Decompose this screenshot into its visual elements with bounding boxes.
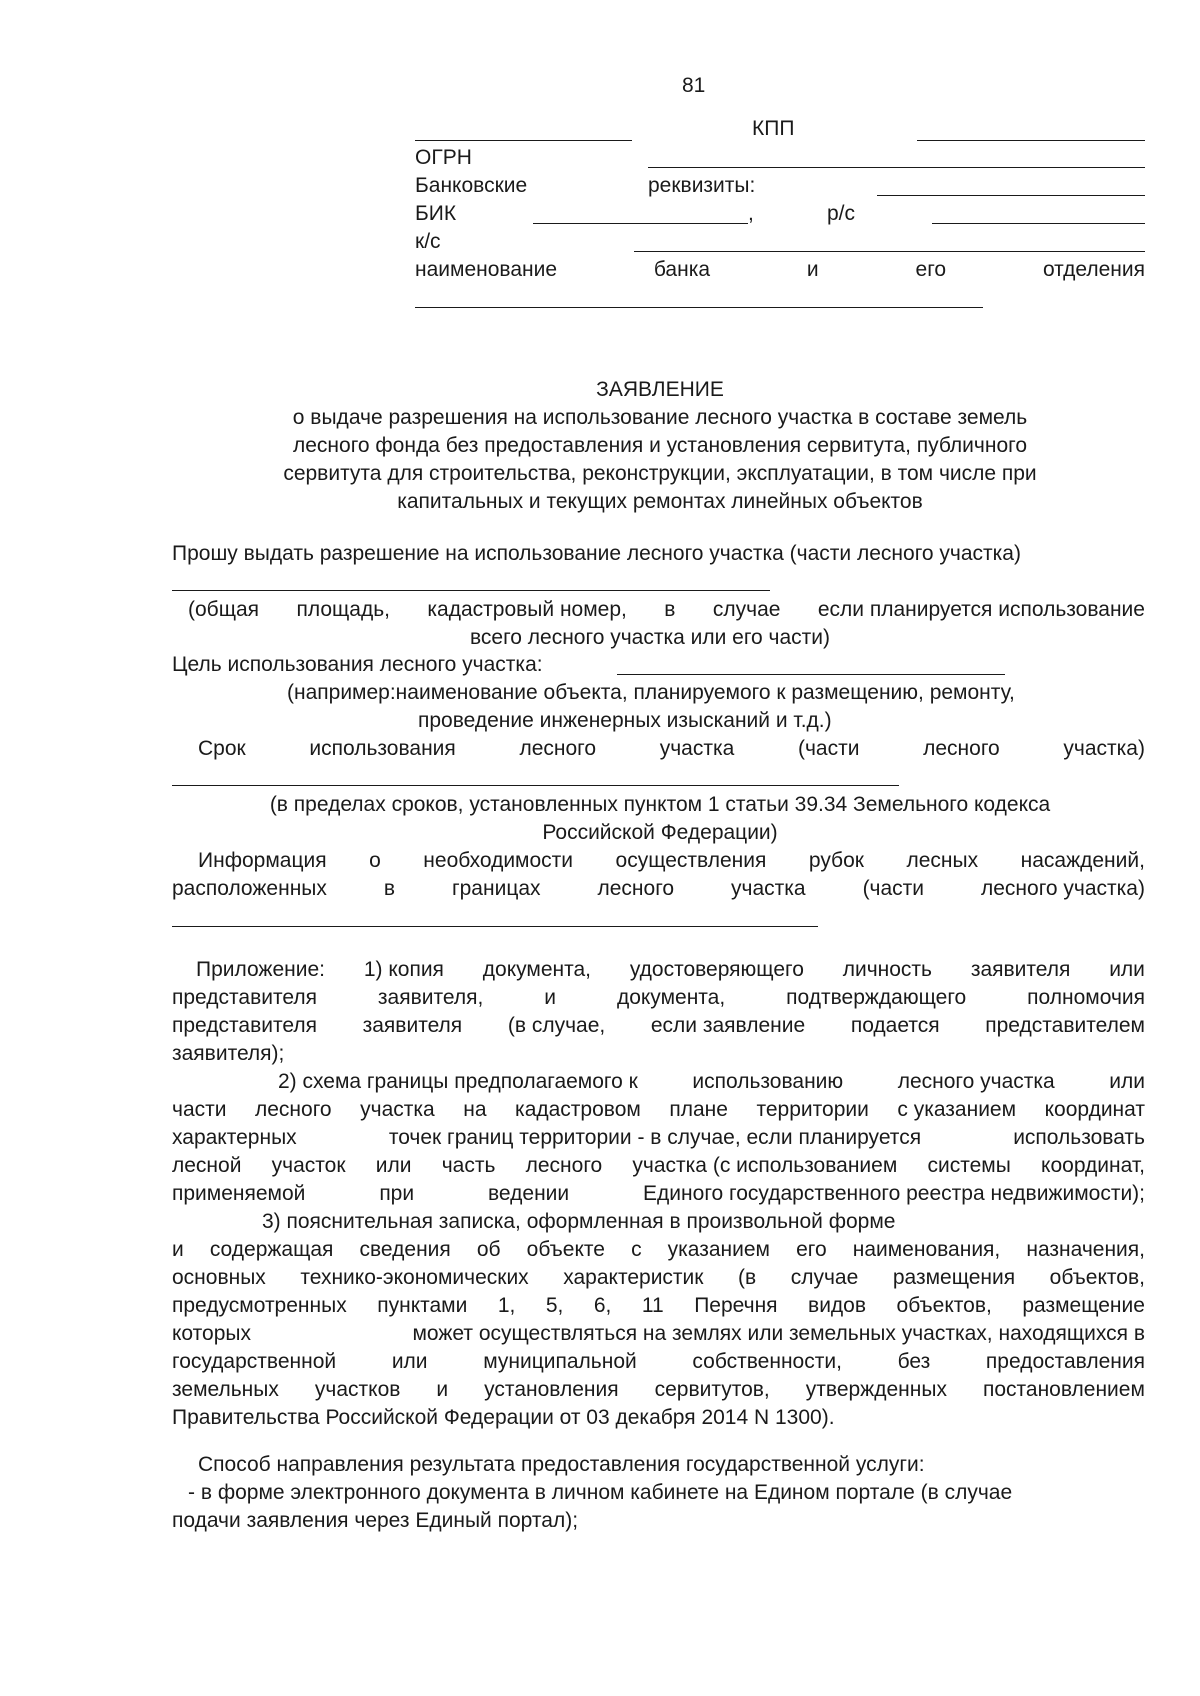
appendix-word: личность: [842, 958, 932, 981]
appendix-word: государственной: [172, 1350, 337, 1373]
info-word: о: [369, 849, 381, 872]
term-word: (части: [797, 737, 860, 760]
appendix-word: и: [544, 986, 556, 1009]
appendix-word: заявителя: [970, 958, 1071, 981]
bik-field-line: [533, 223, 748, 224]
appendix-word: и: [436, 1378, 449, 1401]
ogrn-field-line: [648, 167, 1145, 168]
appendix-line: [172, 1096, 1145, 1124]
appendix-word: размещение: [1022, 1294, 1145, 1317]
appendix-word: или: [1109, 958, 1145, 981]
info-word: лесного участка): [980, 877, 1145, 900]
info-word: границах: [451, 877, 541, 900]
appendix-word: полномочия: [1027, 986, 1145, 1009]
appendix-word: лесной: [172, 1154, 242, 1177]
appendix-line: [196, 956, 1145, 984]
appendix-word: может осуществляться на землях или земельных участках, находящихся в: [412, 1322, 1145, 1345]
title-subtitle-line: лесного фонда без предоставления и установления сервитута, публичного: [292, 434, 1028, 457]
bank-name-word: отделения: [1042, 258, 1145, 281]
appendix-word: лесного: [525, 1154, 603, 1177]
appendix-word: удостоверяющего: [629, 958, 804, 981]
term-hint-line-2: Российской Федерации): [542, 821, 778, 844]
result-method-option: - в форме электронного документа в личном кабинете на Едином портале (в случае: [188, 1481, 1013, 1504]
appendix-word: без: [897, 1350, 931, 1373]
appendix-word: (в случае,: [507, 1014, 606, 1037]
appendix-word: подтверждающего: [786, 986, 967, 1009]
appendix-word: 1) копия: [363, 958, 444, 981]
appendix-word: объектов,: [1049, 1266, 1145, 1289]
appendix-line: [172, 1236, 1145, 1264]
appendix-line: [172, 1124, 1145, 1152]
appendix-word: документа,: [482, 958, 591, 981]
appendix-word: представителя: [172, 986, 317, 1009]
hint-word: в: [664, 598, 676, 621]
purpose-hint: (например:наименование объекта, планируемого к размещению, ремонту,: [287, 681, 1015, 704]
term-word: участка): [1063, 737, 1145, 760]
appendix-word: размещения: [892, 1266, 1016, 1289]
appendix-line: [172, 1376, 1145, 1404]
appendix-word: представителя: [172, 1014, 317, 1037]
term-field-line: [172, 785, 899, 786]
appendix-word: предусмотренных: [172, 1294, 347, 1317]
appendix-line: [172, 1264, 1145, 1292]
appendix-word: земельных: [172, 1378, 279, 1401]
appendix-word: лесного участка: [897, 1070, 1055, 1093]
appendix-word: 11: [641, 1294, 664, 1317]
result-method-heading: Способ направления результата предоставления государственной услуги:: [198, 1453, 925, 1476]
appendix-word: части: [172, 1098, 227, 1121]
appendix-word: или: [1109, 1070, 1145, 1093]
info-word: осуществления: [615, 849, 767, 872]
term-word: лесного: [923, 737, 1000, 760]
appendix-word: установления: [484, 1378, 619, 1401]
bank-name-word: его: [915, 258, 947, 281]
appendix-word: технико-экономических: [300, 1266, 529, 1289]
page-number: 81: [682, 74, 706, 97]
bik-label: БИК: [415, 202, 457, 225]
appendix-word: координат: [1044, 1098, 1145, 1121]
hint-word: если планируется использование: [817, 598, 1145, 621]
info-word: (части: [862, 877, 925, 900]
appendix-word: видов: [808, 1294, 867, 1317]
appendix-word: Перечня: [694, 1294, 778, 1317]
bank-details-label-2: реквизиты:: [648, 174, 756, 197]
appendix-word: координат,: [1041, 1154, 1145, 1177]
appendix-word: заявителя,: [377, 986, 484, 1009]
info-label: [198, 847, 1145, 875]
appendix-word: или: [375, 1154, 412, 1177]
appendix-line: [278, 1068, 1145, 1096]
appendix-word: или: [391, 1350, 428, 1373]
term-word: лесного: [519, 737, 597, 760]
info-field-line: [172, 926, 818, 927]
appendix-word: характеристик: [563, 1266, 704, 1289]
bank-name-word: наименование: [415, 258, 558, 281]
title-subtitle-line: капитальных и текущих ремонтах линейных объектов: [397, 490, 923, 513]
appendix-word: которых: [172, 1322, 251, 1345]
appendix-word: участков: [314, 1378, 401, 1401]
appendix-line: [172, 984, 1145, 1012]
document-title: ЗАЯВЛЕНИЕ: [596, 378, 724, 401]
appendix-word: лесного: [255, 1098, 332, 1121]
kpp-label: КПП: [752, 117, 795, 140]
appendix-word: 1,: [497, 1294, 516, 1317]
bank-name-word: и: [806, 258, 819, 281]
appendix-word: объектов,: [896, 1294, 992, 1317]
info-word: Информация: [198, 849, 327, 872]
appendix-word: Единого государственного реестра недвижимости);: [643, 1182, 1145, 1205]
bank-name-field-line: [415, 307, 983, 308]
area-field-line: [172, 590, 770, 591]
ogrn-label: ОГРН: [415, 146, 472, 169]
appendix-word: ведении: [488, 1182, 570, 1205]
appendix-word: наименования,: [852, 1238, 1001, 1261]
bank-details-field-line: [877, 195, 1145, 196]
appendix-word: 6,: [593, 1294, 612, 1317]
appendix-word: заявителя: [362, 1014, 463, 1037]
appendix-word: об: [476, 1238, 501, 1261]
info-word: расположенных: [172, 877, 327, 900]
info-word: необходимости: [423, 849, 574, 872]
term-word: участка: [659, 737, 735, 760]
appendix-word: с: [631, 1238, 642, 1261]
appendix-word: сведения: [359, 1238, 451, 1261]
appendix-word: на: [463, 1098, 487, 1121]
hint-word: (общая: [188, 598, 260, 621]
appendix-word: содержащая: [209, 1238, 334, 1261]
appendix-word: 5,: [545, 1294, 564, 1317]
appendix-word: пунктами: [377, 1294, 468, 1317]
appendix-word: муниципальной: [483, 1350, 637, 1373]
appendix-word: участка (с использованием: [632, 1154, 898, 1177]
info-word: лесных: [906, 849, 979, 872]
info-word: участка: [731, 877, 806, 900]
appendix-word: использованию: [692, 1070, 844, 1093]
appendix-word: (в: [738, 1266, 757, 1289]
appendix-word: представителем: [985, 1014, 1145, 1037]
kpp-field-line: [917, 140, 1145, 141]
appendix-line: заявителя);: [172, 1042, 285, 1065]
area-hint-line-2: всего лесного участка или его части): [469, 626, 831, 649]
appendix-word: его: [796, 1238, 827, 1261]
appendix-word: участок: [271, 1154, 346, 1177]
blank-line: [415, 140, 632, 141]
appendix-line: [172, 1180, 1145, 1208]
title-subtitle-line: сервитута для строительства, реконструкции, эксплуатации, в том числе при: [283, 462, 1037, 485]
purpose-hint-line-2: проведение инженерных изысканий и т.д.): [418, 709, 832, 732]
appendix-word: подается: [850, 1014, 940, 1037]
appendix-word: основных: [172, 1266, 266, 1289]
bank-details-label: Банковские: [415, 174, 528, 197]
hint-word: кадастровый номер,: [427, 598, 627, 621]
info-word: рубок: [808, 849, 864, 872]
appendix-word: участка: [360, 1098, 435, 1121]
appendix-word: 2) схема границы предполагаемого к: [278, 1070, 638, 1093]
term-hint: (в пределах сроков, установленных пунктом 1 статьи 39.34 Земельного кодекса: [269, 793, 1051, 816]
purpose-label: Цель использования лесного участка:: [172, 653, 543, 676]
term-word: использования: [309, 737, 456, 760]
rs-label: р/с: [827, 202, 856, 225]
ks-label: к/с: [415, 230, 441, 253]
appendix-word: сервитутов,: [654, 1378, 770, 1401]
hint-word: площадь,: [296, 598, 390, 621]
appendix-word: постановлением: [982, 1378, 1145, 1401]
appendix-line: [172, 1320, 1145, 1348]
info-label-line-2: [172, 875, 1145, 903]
request-text: Прошу выдать разрешение на использование лесного участка (части лесного участка): [172, 542, 1021, 565]
bank-name-word: банка: [653, 258, 711, 281]
appendix-word: документа,: [616, 986, 726, 1009]
appendix-word: утвержденных: [805, 1378, 947, 1401]
appendix-line: Правительства Российской Федерации от 03 декабря 2014 N 1300).: [172, 1406, 835, 1429]
appendix-word: случае: [790, 1266, 859, 1289]
area-hint: [188, 596, 1145, 624]
appendix-word: часть: [441, 1154, 496, 1177]
term-label: [198, 735, 1145, 763]
appendix-word: предоставления: [985, 1350, 1145, 1373]
appendix-word: если заявление: [650, 1014, 806, 1037]
appendix-word: и: [172, 1238, 184, 1261]
appendix-line: [172, 1152, 1145, 1180]
bik-comma: ,: [748, 202, 754, 225]
appendix-word: использовать: [1013, 1126, 1145, 1149]
appendix-line: [172, 1012, 1145, 1040]
appendix-word: указанием: [667, 1238, 770, 1261]
title-subtitle-line: о выдаче разрешения на использование лесного участка в составе земель: [292, 406, 1028, 429]
appendix-word: Приложение:: [196, 958, 326, 981]
appendix-word: с указанием: [897, 1098, 1017, 1121]
hint-word: случае: [712, 598, 781, 621]
appendix-word: территории: [756, 1098, 869, 1121]
info-word: в: [383, 877, 396, 900]
appendix-word: при: [379, 1182, 415, 1205]
appendix-line: [172, 1348, 1145, 1376]
appendix-word: плане: [669, 1098, 728, 1121]
rs-field-line: [932, 223, 1145, 224]
appendix-word: точек границ территории - в случае, если планируется: [388, 1126, 922, 1149]
appendix-word: применяемой: [172, 1182, 306, 1205]
purpose-field-line: [617, 674, 1005, 675]
result-method-option-line-2: подачи заявления через Единый портал);: [172, 1509, 579, 1532]
appendix-word: характерных: [172, 1126, 297, 1149]
appendix-word: системы: [927, 1154, 1011, 1177]
appendix-word: собственности,: [692, 1350, 842, 1373]
info-word: насаждений,: [1020, 849, 1145, 872]
appendix-word: объекте: [526, 1238, 605, 1261]
appendix-word: кадастровом: [515, 1098, 641, 1121]
ks-field-line: [634, 251, 1145, 252]
appendix-line: 3) пояснительная записка, оформленная в произвольной форме: [262, 1210, 896, 1233]
term-word: Срок: [198, 737, 246, 760]
appendix-line: [172, 1292, 1145, 1320]
info-word: лесного: [597, 877, 675, 900]
appendix-word: назначения,: [1026, 1238, 1145, 1261]
bank-name-label: [415, 256, 1145, 284]
